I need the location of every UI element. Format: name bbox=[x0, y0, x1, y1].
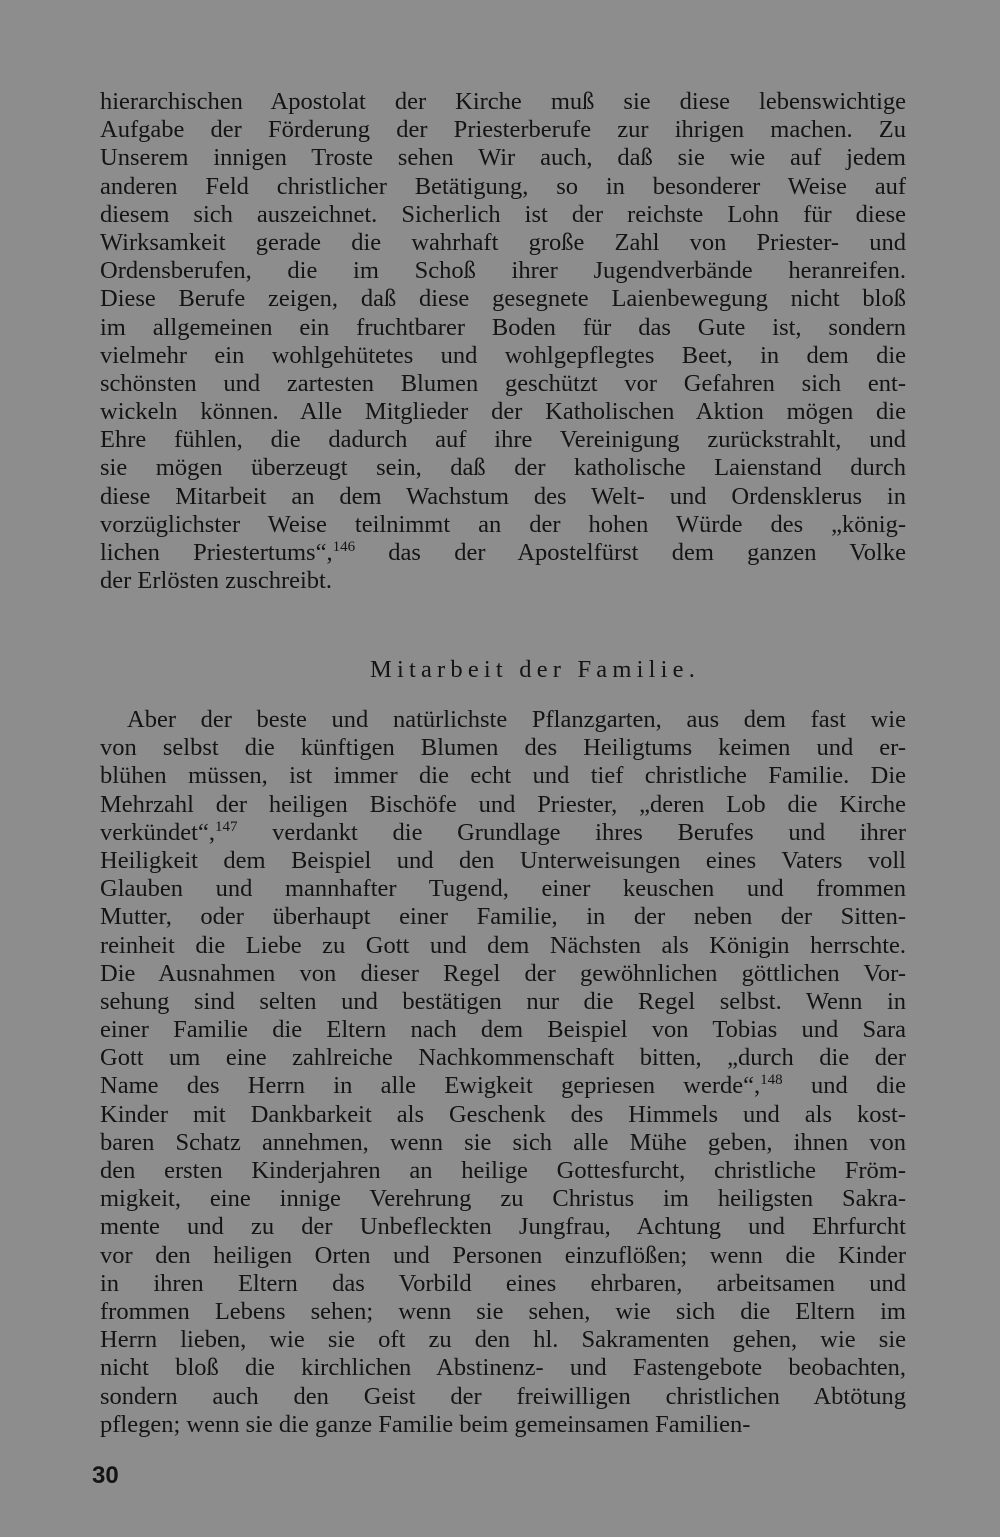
line-text: den ersten Kinderjahren an heilige Gottesfurcht, christliche Fröm- bbox=[100, 1157, 906, 1184]
footnote-marker: 146 bbox=[332, 539, 356, 555]
line-text: vor den heiligen Orten und Personen einzuflößen; wenn die Kinder bbox=[100, 1241, 906, 1269]
line-text: baren Schatz annehmen, wenn sie sich alle Mühe geben, ihnen von bbox=[100, 1128, 906, 1156]
line-text: frommen Lebens sehen; wenn sie sehen, wie sich die Eltern im bbox=[100, 1297, 906, 1325]
line-text: Name des Herrn in alle Ewigkeit gepriesen werde“, bbox=[100, 1072, 761, 1100]
text-line bbox=[100, 567, 906, 595]
line-text: Gott um eine zahlreiche Nachkommenschaft bitten, „durch die der bbox=[100, 1044, 906, 1072]
line-text: vorzüglichster Weise teilnimmt an der hohen Würde des „könig- bbox=[100, 510, 906, 538]
text-line bbox=[100, 116, 906, 144]
text-line bbox=[100, 483, 906, 511]
line-text-after-note: verdankt die Grundlage ihres Berufes und ihrer bbox=[237, 818, 906, 846]
line-text: pflegen; wenn sie die ganze Familie beim gemeinsamen Familien- bbox=[100, 1410, 751, 1438]
line-text: von selbst die künftigen Blumen des Heiligtums keimen und er- bbox=[100, 734, 906, 762]
text-line bbox=[100, 88, 906, 116]
line-text: sie mögen überzeugt sein, daß der katholische Laienstand durch bbox=[100, 454, 906, 482]
text-line bbox=[100, 342, 906, 370]
line-text: einer Familie die Eltern nach dem Beispiel von Tobias und Sara bbox=[100, 1016, 906, 1044]
line-text: Ehre fühlen, die dadurch auf ihre Vereinigung zurückstrahlt, und bbox=[100, 426, 906, 454]
text-line bbox=[100, 791, 906, 819]
text-line bbox=[100, 1072, 906, 1100]
line-text: diesem sich auszeichnet. Sicherlich ist der reichste Lohn für diese bbox=[100, 200, 906, 228]
line-text: reinheit die Liebe zu Gott und dem Nächsten als Königin herrschte. bbox=[100, 931, 906, 959]
text-line bbox=[100, 734, 906, 762]
text-line bbox=[100, 1354, 906, 1382]
text-line bbox=[100, 762, 906, 790]
footnote-marker: 147 bbox=[214, 818, 238, 835]
text-line bbox=[100, 1242, 906, 1270]
line-text: diese Mitarbeit an dem Wachstum des Welt- und Ordensklerus in bbox=[100, 482, 906, 510]
line-text: verkündet“, bbox=[100, 818, 215, 846]
text-line bbox=[100, 144, 906, 172]
line-text: sondern auch den Geist der freiwilligen christlichen Abtötung bbox=[100, 1382, 906, 1410]
line-text: schönsten und zartesten Blumen geschützt vor Gefahren sich ent- bbox=[100, 369, 906, 397]
paragraph-family bbox=[100, 706, 906, 1439]
text-line bbox=[100, 1411, 906, 1439]
text-line bbox=[100, 988, 906, 1016]
text-line bbox=[100, 1185, 906, 1213]
text-line bbox=[100, 539, 906, 567]
text-line bbox=[100, 1270, 906, 1298]
line-text: Diese Berufe zeigen, daß diese gesegnete Laienbewegung nicht bloß bbox=[100, 285, 906, 313]
text-line bbox=[100, 706, 906, 734]
line-text: Kinder mit Dankbarkeit als Geschenk des Himmels und als kost- bbox=[100, 1100, 906, 1128]
text-line bbox=[100, 1129, 906, 1157]
line-text: im allgemeinen ein fruchtbarer Boden für das Gute ist, sondern bbox=[100, 313, 906, 341]
line-text: Ordensberufen, die im Schoß ihrer Jugendverbände heranreifen. bbox=[100, 257, 906, 285]
line-text: Die Ausnahmen von dieser Regel der gewöhnlichen göttlichen Vor- bbox=[100, 959, 906, 987]
text-line bbox=[100, 426, 906, 454]
text-line bbox=[100, 1016, 906, 1044]
line-text: Aber der beste und natürlichste Pflanzgarten, aus dem fast wie bbox=[127, 706, 906, 733]
text-line bbox=[100, 454, 906, 482]
text-line bbox=[100, 847, 906, 875]
text-line bbox=[100, 1213, 906, 1241]
page-number: 30 bbox=[92, 1462, 119, 1489]
text-line bbox=[100, 1157, 906, 1185]
line-text: nicht bloß die kirchlichen Abstinenz- und Fastengebote beobachten, bbox=[100, 1354, 906, 1382]
line-text-after-note: und die bbox=[782, 1072, 906, 1100]
line-text: lichen Priestertums“, bbox=[100, 539, 333, 566]
text-line bbox=[100, 819, 906, 847]
line-text: anderen Feld christlicher Betätigung, so in besonderer Weise auf bbox=[100, 172, 906, 200]
text-line bbox=[100, 370, 906, 398]
text-line bbox=[100, 1044, 906, 1072]
text-line bbox=[100, 201, 906, 229]
line-text: blühen müssen, ist immer die echt und tief christliche Familie. Die bbox=[100, 762, 906, 790]
text-line bbox=[100, 173, 906, 201]
text-line bbox=[100, 257, 906, 285]
text-line bbox=[100, 285, 906, 313]
text-line bbox=[100, 229, 906, 257]
line-text: mente und zu der Unbefleckten Jungfrau, Achtung und Ehrfurcht bbox=[100, 1213, 906, 1241]
line-text: Mehrzahl der heiligen Bischöfe und Priester, „deren Lob die Kirche bbox=[100, 790, 906, 818]
line-text: hierarchischen Apostolat der Kirche muß sie diese lebenswichtige bbox=[100, 88, 906, 115]
section-heading: Mitarbeit der Familie. bbox=[369, 656, 701, 683]
line-text: Wirksamkeit gerade die wahrhaft große Zahl von Priester- und bbox=[100, 228, 906, 256]
text-line bbox=[100, 314, 906, 342]
line-text: Glauben und mannhafter Tugend, einer keuschen und frommen bbox=[100, 875, 906, 903]
text-line bbox=[100, 1101, 906, 1129]
line-text: in ihren Eltern das Vorbild eines ehrbaren, arbeitsamen und bbox=[100, 1269, 906, 1297]
text-line bbox=[100, 932, 906, 960]
text-line bbox=[100, 1326, 906, 1354]
text-line bbox=[100, 903, 906, 931]
line-text: vielmehr ein wohlgehütetes und wohlgepflegtes Beet, in dem die bbox=[100, 341, 906, 369]
text-line bbox=[100, 1298, 906, 1326]
line-text: wickeln können. Alle Mitglieder der Katholischen Aktion mögen die bbox=[100, 398, 906, 426]
text-line bbox=[100, 960, 906, 988]
line-text-after-note: das der Apostelfürst dem ganzen Volke bbox=[355, 539, 906, 566]
line-text: Aufgabe der Förderung der Priesterberufe zur ihrigen machen. Zu bbox=[100, 116, 906, 144]
line-text: Unserem innigen Troste sehen Wir auch, daß sie wie auf jedem bbox=[100, 144, 906, 172]
text-line bbox=[100, 875, 906, 903]
line-text: Mutter, oder überhaupt einer Familie, in der neben der Sitten- bbox=[100, 903, 906, 931]
line-text: migkeit, eine innige Verehrung zu Christus im heiligsten Sakra- bbox=[100, 1185, 906, 1213]
footnote-marker: 148 bbox=[760, 1072, 783, 1089]
text-line bbox=[100, 1383, 906, 1411]
text-line bbox=[100, 511, 906, 539]
paragraph-continued bbox=[100, 88, 906, 595]
line-text: Herrn lieben, wie sie oft zu den hl. Sakramenten gehen, wie sie bbox=[100, 1326, 906, 1354]
text-line bbox=[100, 398, 906, 426]
line-text: sehung sind selten und bestätigen nur die Regel selbst. Wenn in bbox=[100, 987, 906, 1015]
line-text: der Erlösten zuschreibt. bbox=[100, 567, 332, 595]
line-text: Heiligkeit dem Beispiel und den Unterweisungen eines Vaters voll bbox=[100, 846, 906, 874]
